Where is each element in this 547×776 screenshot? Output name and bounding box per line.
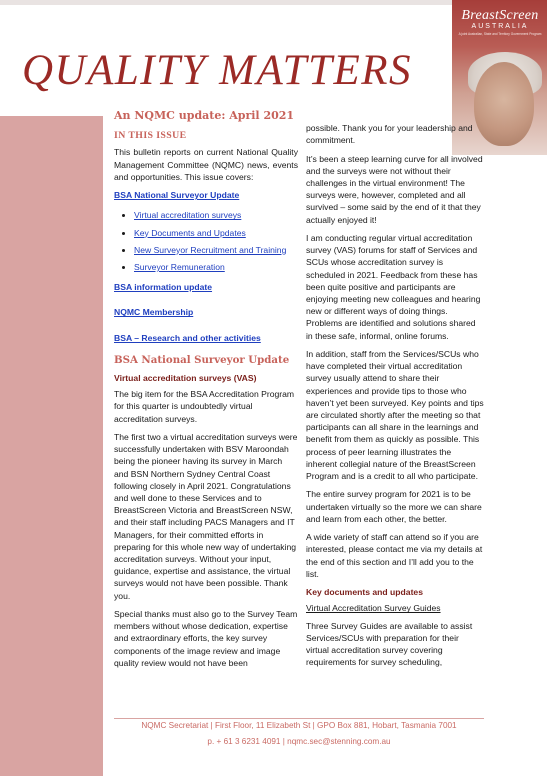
paragraph: The big item for the BSA Accreditation Program for this quarter is undoubtedly virtual accreditation surveys. bbox=[114, 389, 295, 424]
list-item bbox=[134, 244, 298, 256]
page-title: QUALITY MATTERS bbox=[22, 47, 413, 94]
column-left bbox=[114, 110, 298, 675]
footer-divider bbox=[114, 718, 484, 719]
paragraph: The entire survey program for 2021 is to be undertaken virtually so the more we can share and learn from each other, the better. bbox=[306, 489, 482, 524]
left-decorative-band bbox=[0, 116, 103, 776]
paragraph: It’s been a steep learning curve for all involved and the surveys were not without their challenges in the virtual environment! The surveys were, however, completed and all survived – some said by the end of it that they actually enjoyed it! bbox=[306, 153, 483, 225]
paragraph: I am conducting regular virtual accreditation survey (VAS) forums for staff of Services and SCUs whose accreditation survey is scheduled in 2021. Feedback from these has been quite positive and participants are enjoying meeting new colleagues and hearing new or different ways of doing things. Problems are identified and solutions shared in these safe, informal, online forums. bbox=[306, 233, 481, 341]
list-item bbox=[134, 227, 298, 239]
link-research[interactable]: BSA – Research and other activities bbox=[114, 332, 261, 343]
in-this-issue-heading: IN THIS ISSUE bbox=[114, 130, 187, 142]
link-surveyor-update[interactable]: BSA National Surveyor Update bbox=[114, 190, 240, 201]
footer-contact: p. + 61 3 6231 4091 | nqmc.sec@stenning.com.au bbox=[207, 737, 391, 746]
link-membership[interactable]: NQMC Membership bbox=[114, 307, 194, 318]
paragraph: A wide variety of staff can attend so if you are interested, please contact me via my details at the end of this section and I’ll add you to the list. bbox=[306, 532, 483, 579]
intro-paragraph: This bulletin reports on current National Quality Management Committee (NQMC) news, events and opportunities. This issue covers: bbox=[114, 147, 298, 182]
column-right bbox=[306, 122, 484, 675]
brand-sub: AUSTRALIA bbox=[471, 23, 529, 30]
footer-address: NQMC Secretariat | First Floor, 11 Elizabeth St | GPO Box 881, Hobart, Tasmania 7001 bbox=[141, 721, 457, 730]
brand-name: BreastScreen bbox=[461, 8, 539, 23]
link-recruitment[interactable]: New Surveyor Recruitment and Training bbox=[134, 244, 287, 255]
brand-logo bbox=[455, 8, 545, 36]
section-heading-surveyor-update: BSA National Surveyor Update bbox=[114, 353, 290, 366]
paragraph: Three Survey Guides are available to assist Services/SCUs with preparation for their virtual accreditation survey covering requirements for survey scheduling, bbox=[306, 620, 473, 668]
list-item bbox=[134, 261, 298, 273]
brand-tagline: A joint Australian, State and Territory Government Program bbox=[458, 32, 542, 36]
key-documents-heading: Key documents and updates bbox=[306, 587, 423, 598]
survey-guides-heading: Virtual Accreditation Survey Guides bbox=[306, 603, 441, 614]
list-item bbox=[134, 209, 298, 221]
link-remuneration[interactable]: Surveyor Remuneration bbox=[134, 262, 225, 273]
paragraph: Special thanks must also go to the Survey Team members without whose dedication, expertise and extraordinary efforts, the key survey components of the image review and image quality review would not have been bbox=[114, 609, 298, 668]
issue-bullet-list bbox=[114, 209, 298, 273]
paragraph: The first two a virtual accreditation surveys were successfully undertaken with BSV Maroondah being the pioneer having its survey in March and BSN Northern Sydney Central Coast following closely in April 2021. Congratulations and well done to these Services and to BreastScreen Victoria and BreastScreen NSW, and their staff including PACS Managers and IT Managers, for their committed efforts in preparing for this whole new way of undertaking accreditation surveys. Without your input, guidance, expertise and assistance, the virtual surveys would not have been possible. Thank you. bbox=[114, 432, 298, 601]
subsection-heading-vas: Virtual accreditation surveys (VAS) bbox=[114, 373, 257, 384]
update-title: An NQMC update: April 2021 bbox=[114, 109, 295, 122]
link-info-update[interactable]: BSA information update bbox=[114, 282, 213, 293]
paragraph: possible. Thank you for your leadership and commitment. bbox=[306, 123, 473, 146]
link-key-documents[interactable]: Key Documents and Updates bbox=[134, 227, 246, 238]
paragraph: In addition, staff from the Services/SCUs who have completed their virtual accreditation survey usually attend to share their experiences and provide tips to those who haven’t yet been surveyed. Key points and tips are circulated shortly after the meeting so that participants can all share in the learnings and benefit from them as quickly as possible. This process of peer learning illustrates the inherent collegial nature of the BreastScreen Program and is a credit to all who participate. bbox=[306, 349, 484, 482]
link-virtual-surveys[interactable]: Virtual accreditation surveys bbox=[134, 210, 242, 221]
